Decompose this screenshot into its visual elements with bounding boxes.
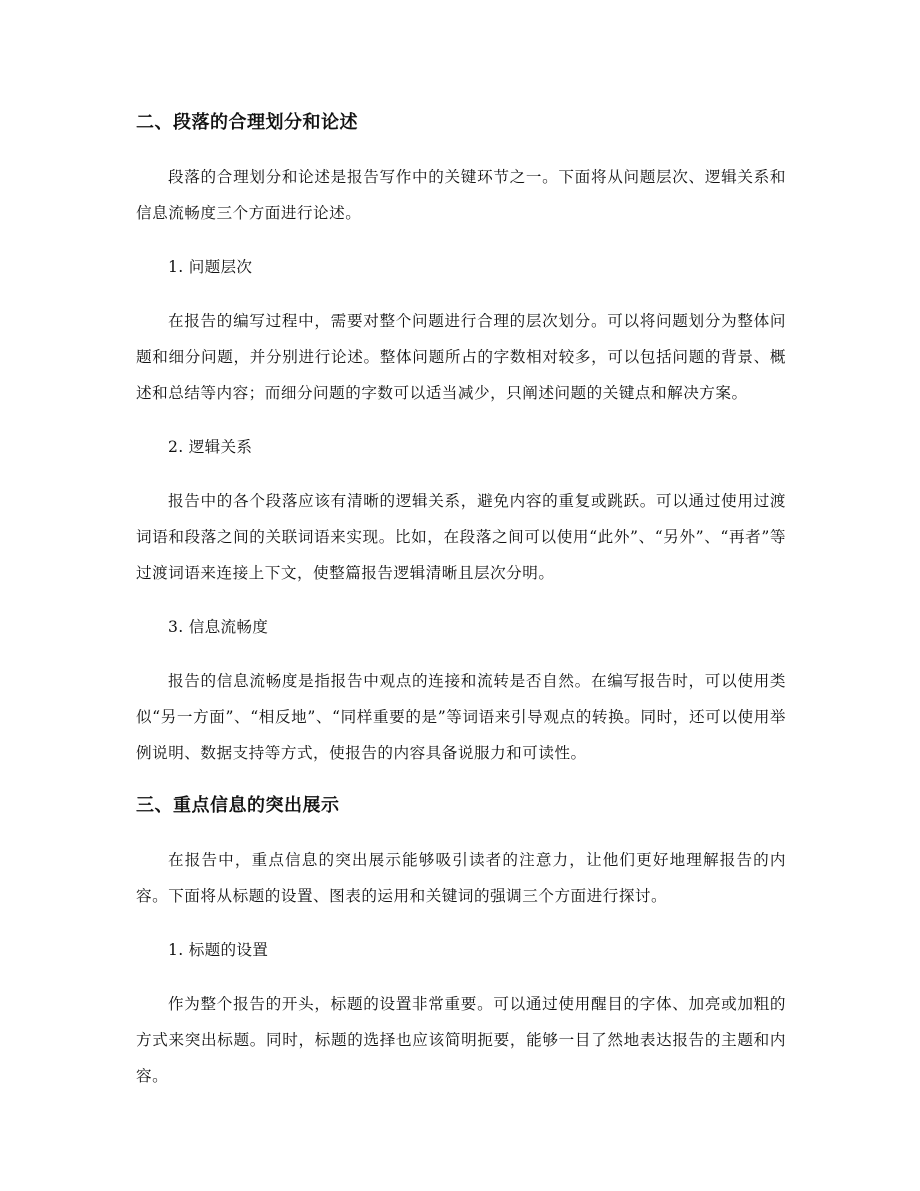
- section-title: 二、段落的合理划分和论述: [136, 112, 358, 133]
- section-title: 三、重点信息的突出展示: [136, 795, 340, 816]
- document-content: [136, 108, 786, 1094]
- subsection-body: 报告的信息流畅度是指报告中观点的连接和流转是否自然。在编写报告时，可以使用类似“另一方面”、“相反地”、“同样重要的是”等词语来引导观点的转换。同时，还可以使用举例说明、数据支持等方式，使报告的内容具备说服力和可读性。: [136, 672, 786, 762]
- subsection-body: 在报告的编写过程中，需要对整个问题进行合理的层次划分。可以将问题划分为整体问题和细分问题，并分别进行论述。整体问题所占的字数相对较多，可以包括问题的背景、概述和总结等内容；而细分问题的字数可以适当减少，只阐述问题的关键点和解决方案。: [136, 312, 786, 402]
- subsection-body: 作为整个报告的开头，标题的设置非常重要。可以通过使用醒目的字体、加亮或加粗的方式来突出标题。同时，标题的选择也应该简明扼要，能够一目了然地表达报告的主题和内容。: [136, 995, 786, 1085]
- section-intro: 在报告中，重点信息的突出展示能够吸引读者的注意力，让他们更好地理解报告的内容。下面将从标题的设置、图表的运用和关键词的强调三个方面进行探讨。: [136, 851, 786, 905]
- subsection-heading: 2. 逻辑关系: [168, 438, 253, 456]
- subsection-heading: 3. 信息流畅度: [168, 618, 269, 636]
- subsection-heading: 1. 问题层次: [168, 258, 253, 276]
- subsection-heading: 1. 标题的设置: [168, 941, 269, 959]
- section-intro: 段落的合理划分和论述是报告写作中的关键环节之一。下面将从问题层次、逻辑关系和信息流畅度三个方面进行论述。: [136, 168, 786, 222]
- subsection-body: 报告中的各个段落应该有清晰的逻辑关系，避免内容的重复或跳跃。可以通过使用过渡词语和段落之间的关联词语来实现。比如，在段落之间可以使用“此外”、“另外”、“再者”等过渡词语来连接上下文，使整篇报告逻辑清晰且层次分明。: [136, 492, 786, 582]
